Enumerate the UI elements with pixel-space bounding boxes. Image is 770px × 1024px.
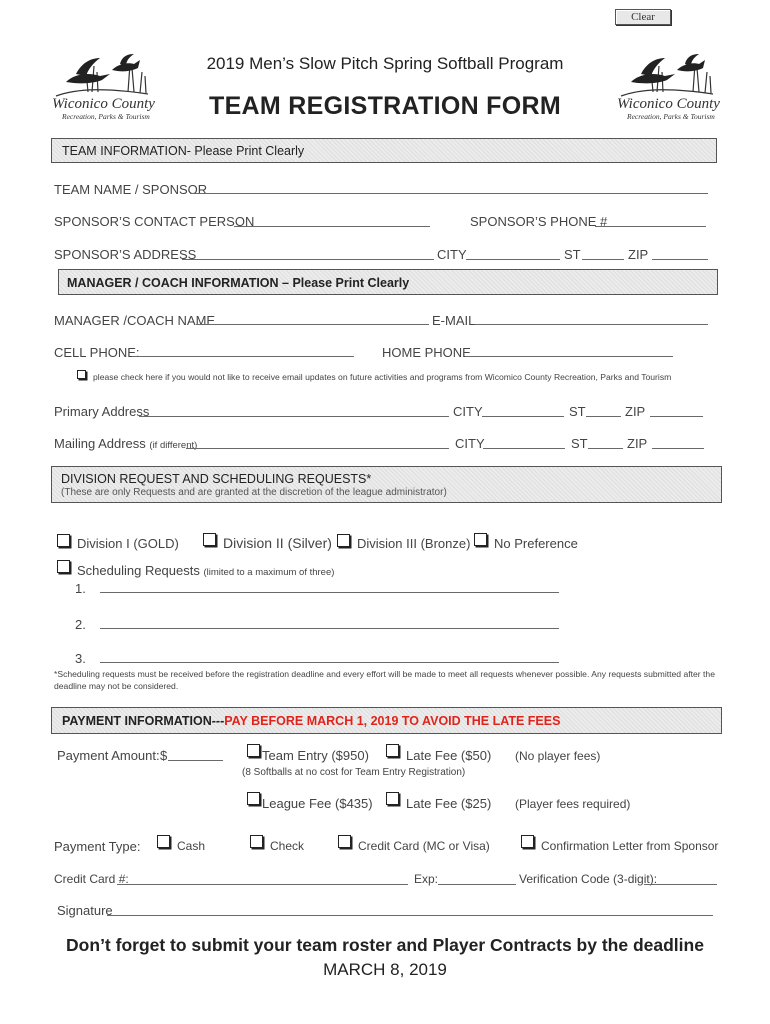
player-fees-label: (Player fees required) [515,797,631,811]
division-subheading: (These are only Requests and are granted at the discretion of the league administrator) [61,487,447,498]
footer-reminder: Don’t forget to submit your team roster and Player Contracts by the deadline [66,935,704,955]
team-name-field[interactable] [190,193,708,194]
signature-field[interactable] [107,915,713,916]
program-title: 2019 Men’s Slow Pitch Spring Softball Program [206,54,564,73]
no-preference-checkbox[interactable] [474,533,487,546]
check-label: Check [270,839,305,853]
mailing-address-note: (if different) [149,440,198,451]
team-entry-label: Team Entry ($950) [262,748,369,763]
late-fee-25-label: Late Fee ($25) [406,796,492,811]
team-entry-checkbox[interactable] [247,744,260,757]
manager-name-field[interactable] [196,324,429,325]
payment-amount-field[interactable] [168,760,223,761]
no-player-fees-label: (No player fees) [515,749,601,763]
sponsor-letter-label: Confirmation Letter from Sponsor [541,839,719,853]
scheduling-footnote [54,668,715,692]
payment-type-label: Payment Type: [54,839,141,854]
dollar-sign: $ [160,748,168,763]
credit-card-checkbox[interactable] [338,835,351,848]
cash-checkbox[interactable] [157,835,170,848]
verification-field[interactable] [644,884,717,885]
division-heading: DIVISION REQUEST AND SCHEDULING REQUESTS* [61,472,372,486]
team-name-label: TEAM NAME / SPONSOR [54,182,208,197]
mailing-address-field[interactable] [186,448,449,449]
email-label: E-MAIL [432,313,476,328]
exp-field[interactable] [438,884,516,885]
team-info-header [51,138,717,163]
mailing-st-label: ST [571,436,588,451]
scheduling-label [77,563,334,578]
league-fee-checkbox[interactable] [247,792,260,805]
clear-button[interactable]: Clear [615,9,671,25]
form-title: TEAM REGISTRATION FORM [209,92,561,120]
signature-label: Signature [57,903,113,918]
cell-phone-label: CELL PHONE: [54,345,140,360]
footnote-line-1: *Scheduling requests must be received before the registration deadline and every effort will be made to meet all requests whenever possible. Any requests submitted after the [54,669,715,679]
late-fee-25-checkbox[interactable] [386,792,399,805]
contact-person-field[interactable] [234,226,430,227]
sponsor-city-label: CITY [437,247,467,262]
no-preference-label: No Preference [494,536,578,551]
division-3-checkbox[interactable] [337,534,350,547]
primary-st-label: ST [569,404,586,419]
division-3-label: Division III (Bronze) [357,536,471,551]
division-2-checkbox[interactable] [203,533,216,546]
email-optout-checkbox[interactable] [77,370,86,379]
sponsor-phone-label: SPONSOR’S PHONE # [470,214,608,229]
sponsor-st-label: ST [564,247,581,262]
credit-card-label: Credit Card (MC or Visa) [358,839,490,853]
manager-info-header [58,269,718,295]
late-fee-50-checkbox[interactable] [386,744,399,757]
request-3-field[interactable] [100,662,559,663]
sponsor-zip-field[interactable] [652,259,708,260]
late-fee-50-label: Late Fee ($50) [406,748,492,763]
team-entry-note: (8 Softballs at no cost for Team Entry Registration) [242,767,466,778]
card-number-field[interactable] [117,884,408,885]
sponsor-address-field[interactable] [182,259,434,260]
scheduling-text: Scheduling Requests [77,563,200,578]
footnote-line-2: deadline may not be considered. [54,681,179,691]
division-1-checkbox[interactable] [57,534,70,547]
verification-label: Verification Code (3-digit): [519,872,658,886]
request-2-number: 2. [75,617,86,632]
mailing-zip-field[interactable] [652,448,704,449]
league-fee-label: League Fee ($435) [262,796,373,811]
request-1-field[interactable] [100,592,559,593]
card-number-label: Credit Card #: [54,872,129,886]
contact-person-label: SPONSOR’S CONTACT PERSON [54,214,255,229]
sponsor-st-field[interactable] [582,259,624,260]
payment-amount-label: Payment Amount: [57,748,160,763]
sponsor-zip-label: ZIP [628,247,649,262]
email-optout-label: please check here if you would not like to receive email updates on future activities and programs from Wicomico County Recreation, Parks and Tourism [93,372,672,382]
payment-header [51,707,722,734]
cash-label: Cash [177,839,206,853]
scheduling-checkbox[interactable] [57,560,70,573]
primary-city-field[interactable] [482,416,564,417]
logo-name: Wiconico County [52,96,155,112]
primary-address-field[interactable] [139,416,449,417]
check-checkbox[interactable] [250,835,263,848]
exp-label: Exp: [414,872,439,886]
sponsor-city-field[interactable] [466,259,560,260]
manager-name-label: MANAGER /COACH NAME [54,313,216,328]
logo-name: Wiconico County [617,96,720,112]
mailing-address-label [54,436,197,451]
logo-subtitle: Recreation, Parks & Tourism [62,112,150,121]
division-header [51,466,722,503]
primary-address-label: Primary Address [54,404,150,419]
mailing-zip-label: ZIP [627,436,648,451]
payment-heading-deadline: PAY BEFORE MARCH 1, 2019 TO AVOID THE LATE FEES [224,714,561,728]
mailing-st-field[interactable] [588,448,623,449]
division-1-label: Division I (GOLD) [77,536,179,551]
primary-zip-field[interactable] [650,416,703,417]
team-info-heading: TEAM INFORMATION- Please Print Clearly [62,144,305,158]
sponsor-address-label: SPONSOR’S ADDRESS [54,247,197,262]
sponsor-phone-field[interactable] [595,226,706,227]
cell-phone-field[interactable] [132,356,354,357]
mailing-address-text: Mailing Address [54,436,146,451]
home-phone-label: HOME PHONE [382,345,471,360]
primary-st-field[interactable] [586,416,621,417]
sponsor-letter-checkbox[interactable] [521,835,534,848]
request-2-field[interactable] [100,628,559,629]
primary-city-label: CITY [453,404,483,419]
manager-info-heading: MANAGER / COACH INFORMATION – Please Print Clearly [67,276,410,290]
home-phone-field[interactable] [465,356,673,357]
request-3-number: 3. [75,651,86,666]
logo-subtitle: Recreation, Parks & Tourism [627,112,715,121]
mailing-city-field[interactable] [483,448,565,449]
mailing-city-label: CITY [455,436,485,451]
email-field[interactable] [475,324,708,325]
footer-deadline-date: MARCH 8, 2019 [323,960,447,979]
scheduling-note: (limited to a maximum of three) [203,567,335,578]
primary-zip-label: ZIP [625,404,646,419]
request-1-number: 1. [75,581,86,596]
payment-heading [62,714,560,728]
payment-heading-label: PAYMENT INFORMATION--- [62,714,225,728]
division-2-label: Division II (Silver) [223,535,332,551]
